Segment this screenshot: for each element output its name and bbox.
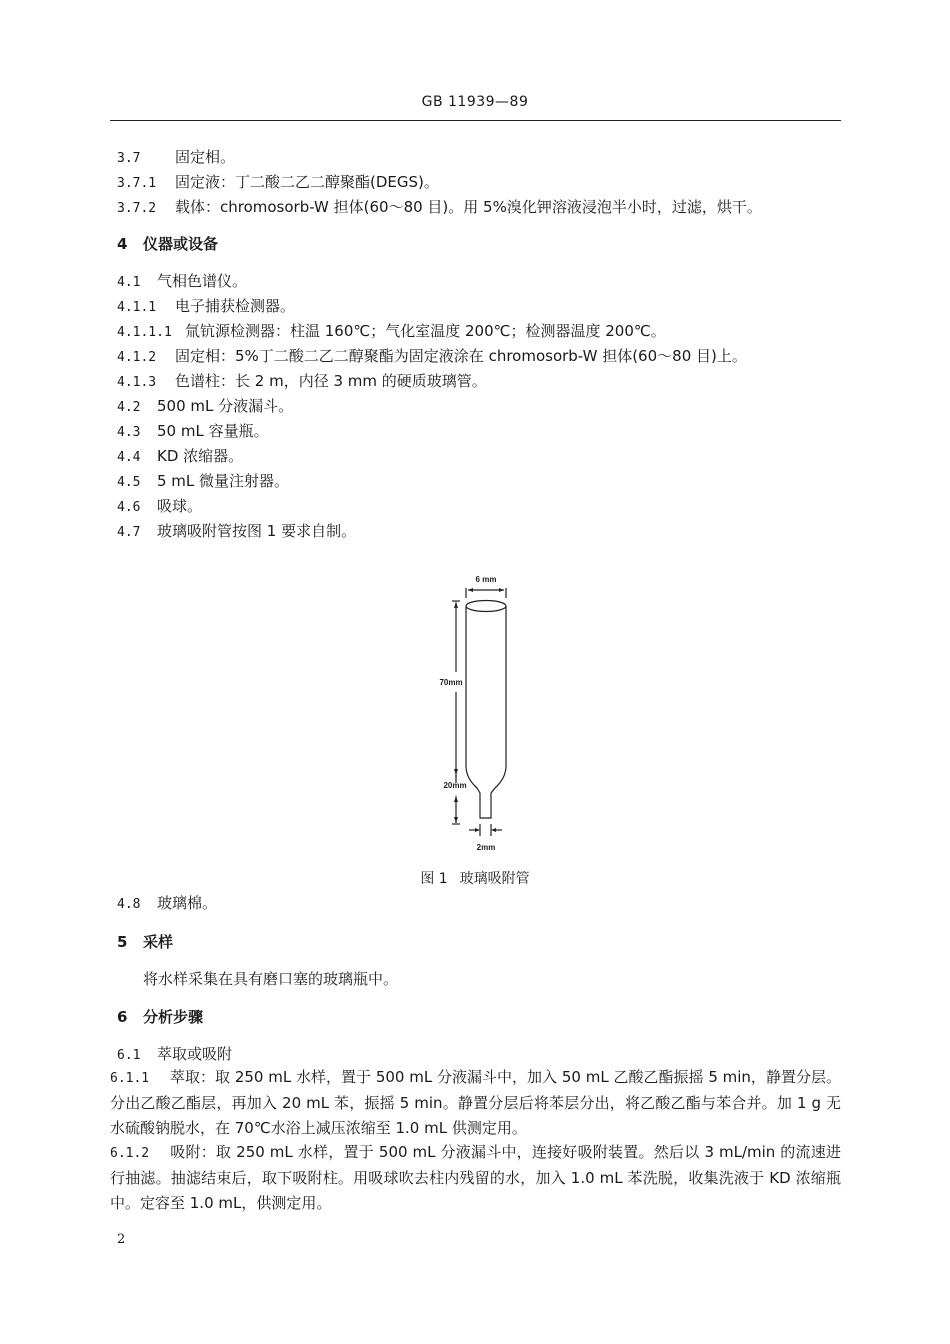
item-4-1-2 <box>117 345 747 366</box>
paragraph-number: 6.1.2 <box>110 1146 150 1161</box>
item-3-7-1 <box>117 171 439 192</box>
item-4-7 <box>117 520 356 541</box>
page-number: 2 <box>117 1232 126 1247</box>
section-heading-5 <box>117 931 173 952</box>
paragraph-text: 吸附：取 250 mL 水样，置于 500 mL 分液漏斗中，连接好吸附装置。然后以 3 mL/min 的流速进行抽滤。抽滤结束后，取下吸附柱。用吸球吹去柱内残留的水，加入 1.0 mL 苯洗脱，收集洗液于 KD 浓缩瓶中。定容至 1.0 mL，供测定用。 <box>110 1143 841 1212</box>
section-number: 5 <box>117 933 128 951</box>
item-6-1 <box>117 1043 232 1064</box>
figure-number: 图 1 <box>420 871 448 887</box>
item-number: 4.1 <box>117 275 141 290</box>
item-4-5 <box>117 470 289 491</box>
item-text: 萃取或吸附 <box>157 1045 233 1063</box>
item-4-8 <box>117 892 217 913</box>
sampling-text: 将水样采集在具有磨口塞的玻璃瓶中。 <box>143 970 399 988</box>
paragraph-6-1-2 <box>110 1140 841 1216</box>
header-rule <box>110 120 841 121</box>
item-4-2 <box>117 395 293 416</box>
dim-lower-length: 20mm <box>443 781 467 790</box>
item-4-4 <box>117 445 243 466</box>
tube-top-opening <box>466 601 506 612</box>
item-text: 5 mL 微量注射器。 <box>157 472 290 490</box>
item-4-1 <box>117 270 247 291</box>
item-text: 固定相。 <box>175 148 236 166</box>
item-3-7-2 <box>117 196 762 217</box>
item-text: 固定液：丁二酸二乙二醇聚酯(DEGS)。 <box>175 173 439 191</box>
item-text: 氚钪源检测器：柱温 160℃；气化室温度 200℃；检测器温度 200℃。 <box>185 322 666 340</box>
item-number: 4.1.3 <box>117 375 157 390</box>
item-text: 固定相：5%丁二酸二乙二醇聚酯为固定液涂在 chromosorb-W 担体(60～80 目)上。 <box>175 347 747 365</box>
item-number: 4.3 <box>117 425 141 440</box>
item-number: 4.5 <box>117 475 141 490</box>
section-title: 采样 <box>143 933 174 951</box>
item-text: 吸球。 <box>157 497 203 515</box>
item-text: 玻璃棉。 <box>157 894 218 912</box>
item-3-7 <box>117 146 235 167</box>
section-title: 仪器或设备 <box>143 235 219 253</box>
item-text: 500 mL 分液漏斗。 <box>157 397 294 415</box>
item-text: 玻璃吸附管按图 1 要求自制。 <box>157 522 357 540</box>
item-number: 4.1.2 <box>117 350 157 365</box>
item-text: 电子捕获检测器。 <box>175 297 296 315</box>
item-4-1-1 <box>117 295 295 316</box>
item-4-1-3 <box>117 370 487 391</box>
item-number: 4.4 <box>117 450 141 465</box>
section-number: 4 <box>117 235 128 253</box>
item-number: 4.8 <box>117 897 141 912</box>
item-number: 3.7.1 <box>117 176 157 191</box>
item-number: 3.7 <box>117 151 141 166</box>
item-number: 4.6 <box>117 500 141 515</box>
figure-caption <box>0 868 950 888</box>
item-text: 气相色谱仪。 <box>157 272 248 290</box>
standard-code: GB 11939—89 <box>421 94 529 110</box>
section-heading-4 <box>117 233 218 254</box>
paragraph-text: 萃取：取 250 mL 水样，置于 500 mL 分液漏斗中，加入 50 mL 乙酸乙酯振摇 5 min，静置分层。分出乙酸乙酯层，再加入 20 mL 苯，振摇 5 min。静置分层后将苯层分出，将乙酸乙酯与苯合并。加 1 g 无水硫酸钠脱水，在 70℃水浴上减压浓缩至 1.0 mL 供测定用。 <box>110 1068 841 1137</box>
dim-upper-length: 70mm <box>439 678 463 687</box>
item-4-6 <box>117 495 202 516</box>
paragraph-6-1-1 <box>110 1065 841 1141</box>
item-text: KD 浓缩器。 <box>157 447 244 465</box>
paragraph-number: 6.1.1 <box>110 1071 150 1086</box>
section-number: 6 <box>117 1008 128 1026</box>
item-number: 6.1 <box>117 1048 141 1063</box>
figure-title: 玻璃吸附管 <box>459 871 530 887</box>
item-4-1-1-1 <box>117 320 666 341</box>
section-heading-6 <box>117 1006 203 1027</box>
item-number: 4.1.1 <box>117 300 157 315</box>
item-number: 4.1.1.1 <box>117 325 172 340</box>
tube-outline <box>466 606 506 818</box>
item-text: 载体：chromosorb-W 担体(60～80 目)。用 5%溴化钾溶液浸泡半小时，过滤，烘干。 <box>175 198 762 216</box>
item-4-3 <box>117 420 269 441</box>
dim-bottom-width: 2mm <box>476 843 496 852</box>
section-title: 分析步骤 <box>143 1008 204 1026</box>
item-number: 4.2 <box>117 400 141 415</box>
item-number: 3.7.2 <box>117 201 157 216</box>
item-number: 4.7 <box>117 525 141 540</box>
item-text: 50 mL 容量瓶。 <box>157 422 269 440</box>
item-text: 色谱柱：长 2 m，内径 3 mm 的硬质玻璃管。 <box>175 372 487 390</box>
figure-glass-adsorption-tube <box>425 568 545 853</box>
dim-top-width: 6 mm <box>475 575 497 584</box>
